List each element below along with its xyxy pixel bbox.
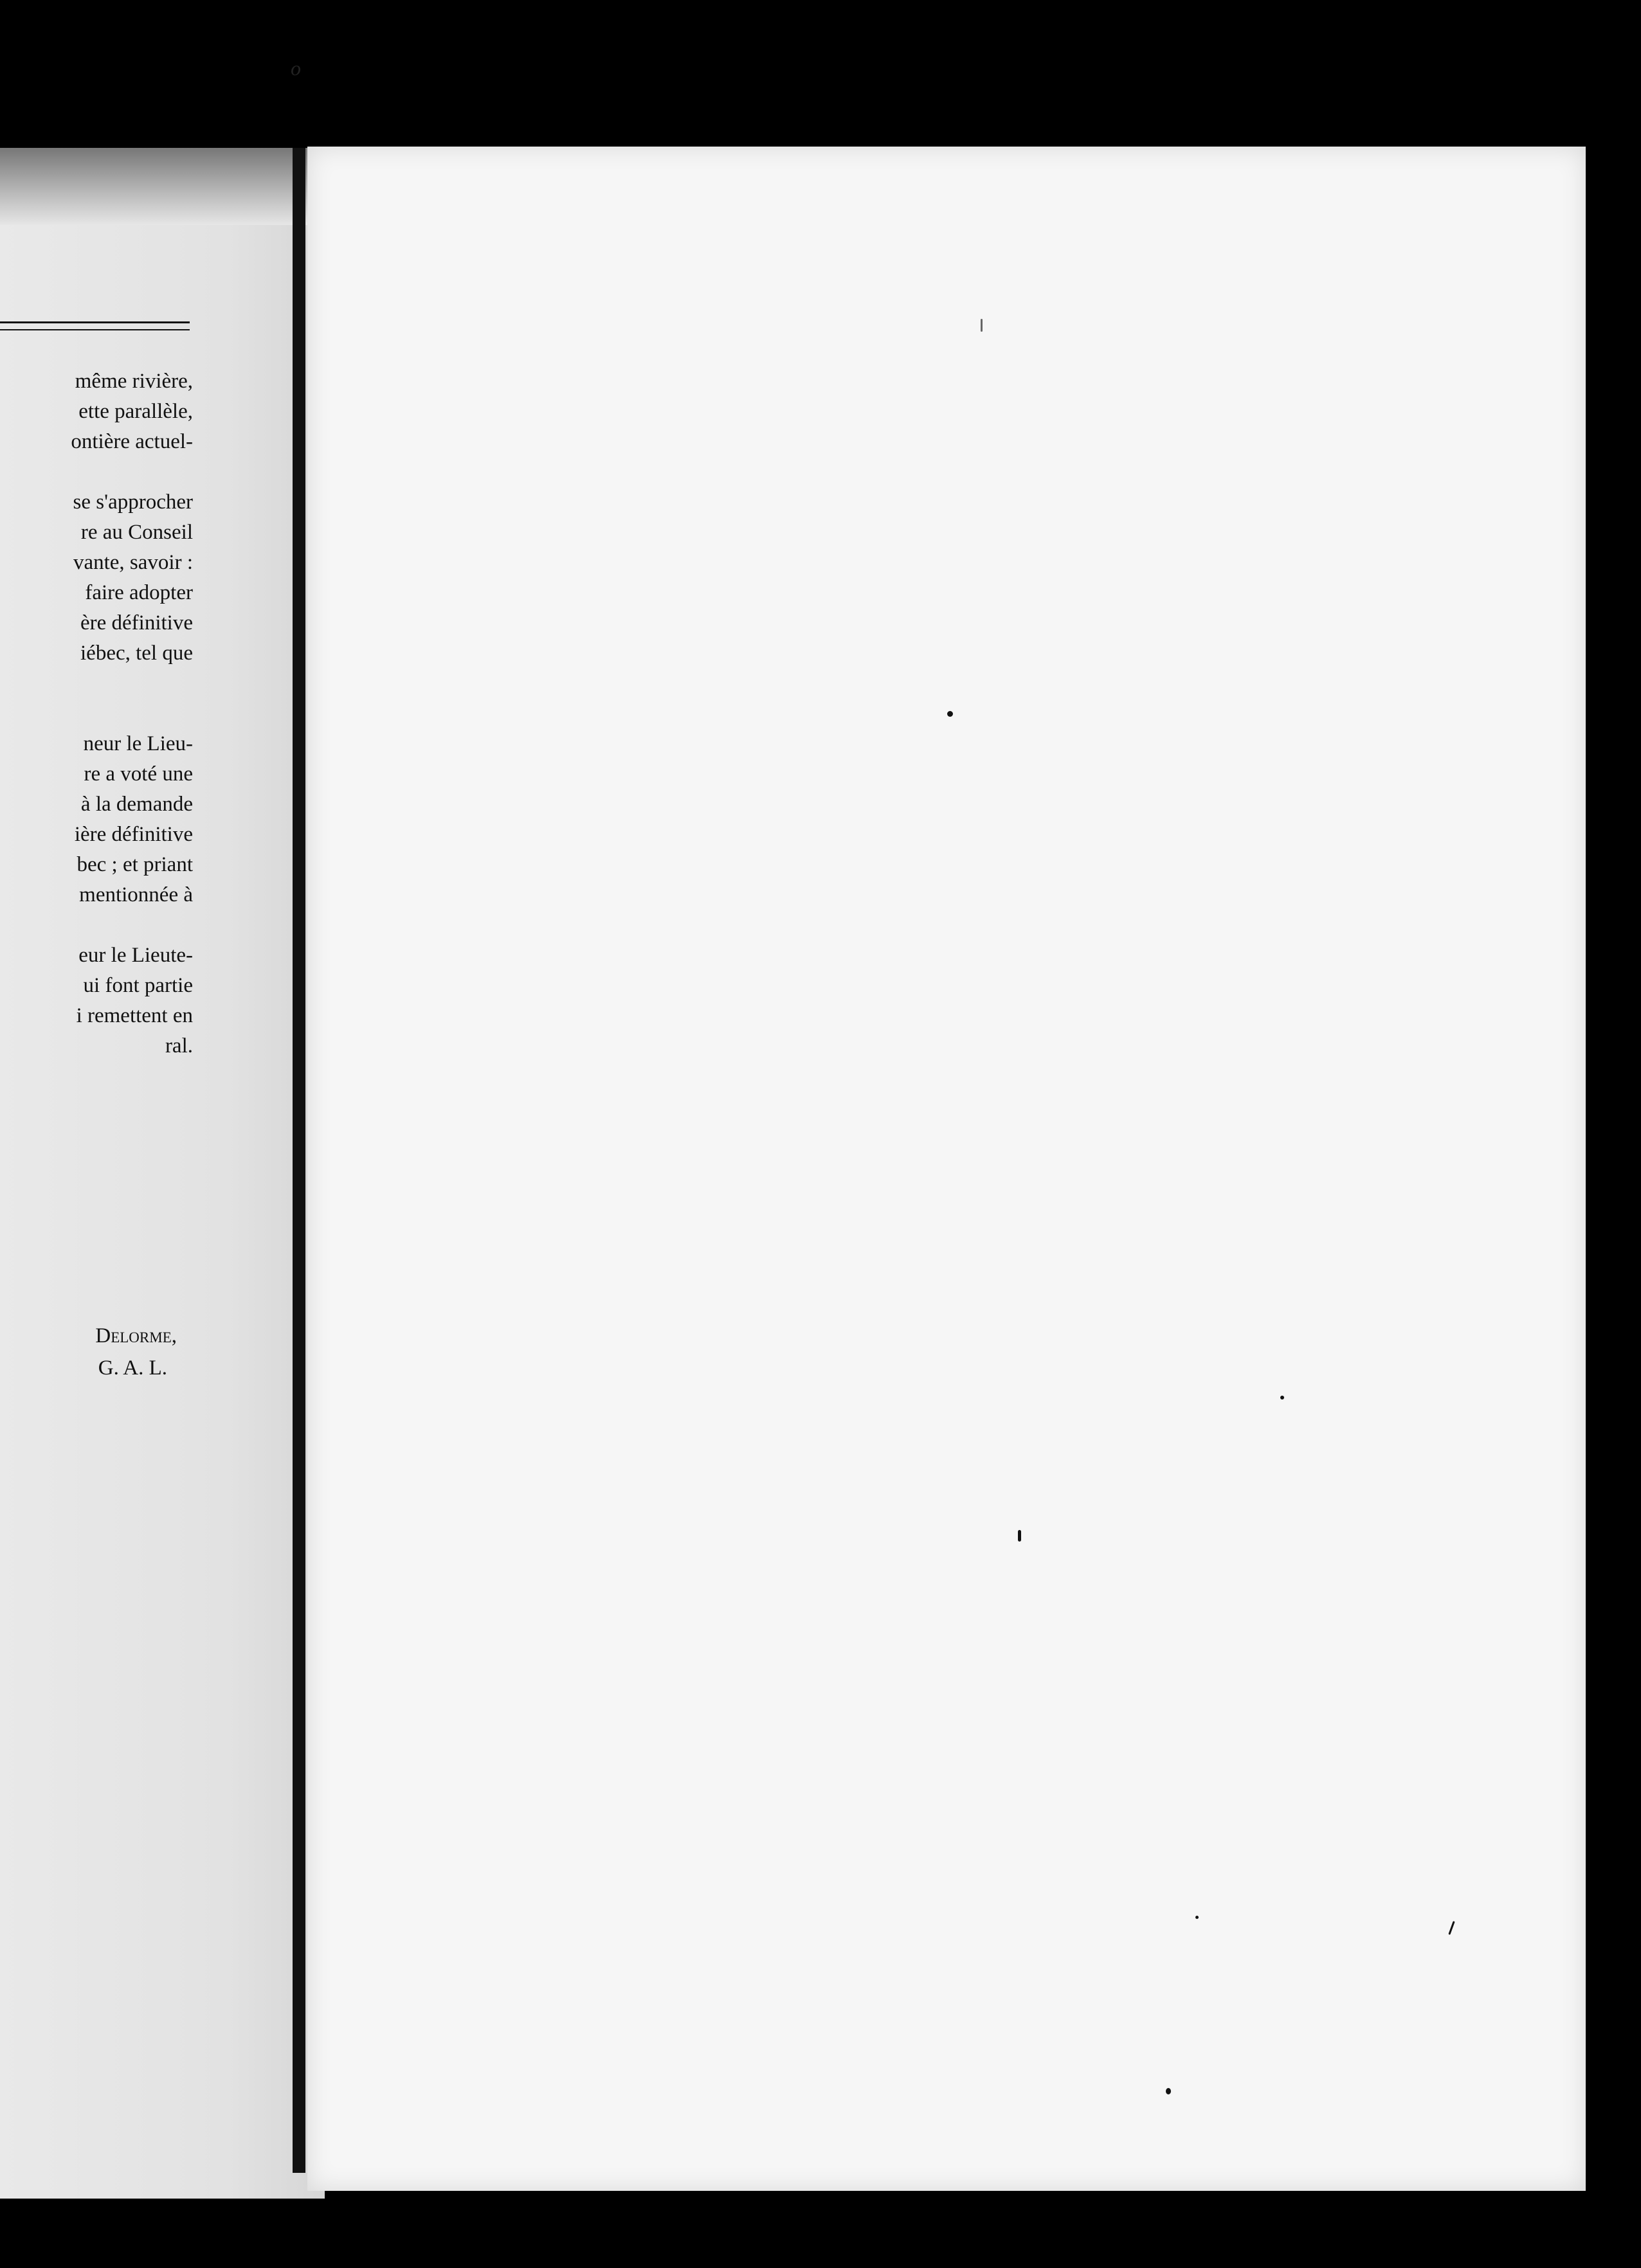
text-line: ère définitive bbox=[80, 611, 193, 634]
text-line: faire adopter bbox=[85, 581, 193, 604]
page-gutter-edge bbox=[293, 148, 305, 2173]
paper-speck bbox=[1018, 1530, 1021, 1542]
top-mark: o bbox=[291, 57, 301, 80]
paper-speck bbox=[1280, 1396, 1284, 1400]
text-line: i remettent en bbox=[76, 1004, 193, 1027]
left-page-text-clip bbox=[0, 366, 193, 1459]
text-line: re au Conseil bbox=[80, 521, 193, 544]
text-line: bec ; et priant bbox=[77, 853, 193, 876]
text-line: ral. bbox=[165, 1034, 193, 1058]
paper-speck bbox=[1166, 2088, 1171, 2094]
text-line: ontière actuel- bbox=[71, 430, 193, 453]
signature-name: Delorme, bbox=[95, 1324, 177, 1347]
text-line: même rivière, bbox=[75, 370, 193, 393]
paper-speck bbox=[1448, 1921, 1455, 1935]
text-line: iébec, tel que bbox=[80, 642, 193, 665]
text-line: se s'approcher bbox=[73, 491, 193, 514]
text-line: re a voté une bbox=[84, 762, 193, 786]
signature-initials: G. A. L. bbox=[98, 1356, 167, 1380]
page-top-shadow bbox=[0, 148, 325, 225]
left-page-text-column bbox=[0, 366, 193, 1061]
paper-speck bbox=[947, 711, 953, 717]
text-line: vante, savoir : bbox=[73, 551, 193, 574]
text-line: ette parallèle, bbox=[78, 400, 193, 423]
left-page bbox=[0, 148, 325, 2199]
text-line: neur le Lieu- bbox=[83, 732, 193, 755]
text-line: à la demande bbox=[80, 793, 193, 816]
text-line: mentionnée à bbox=[79, 883, 193, 906]
right-page-blank bbox=[307, 147, 1586, 2191]
paper-speck bbox=[1195, 1916, 1199, 1919]
text-line: ui font partie bbox=[83, 974, 193, 997]
text-line: ière définitive bbox=[74, 823, 193, 846]
paper-speck bbox=[981, 319, 983, 332]
text-line: eur le Lieute- bbox=[78, 944, 193, 967]
header-rule-thin bbox=[0, 329, 190, 330]
header-rule bbox=[0, 321, 190, 323]
